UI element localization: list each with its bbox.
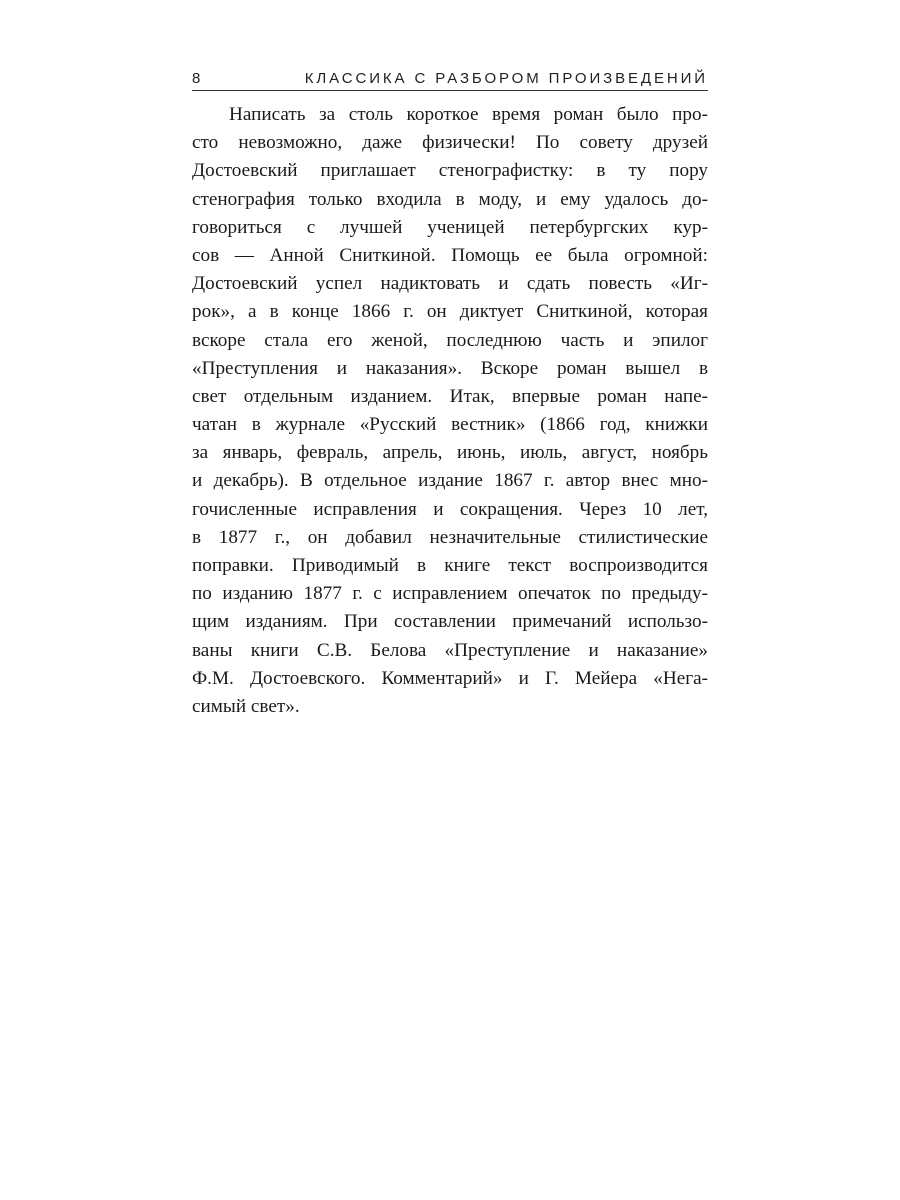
text-line: гочисленные исправления и сокращения. Через 10 лет, bbox=[192, 498, 708, 520]
running-title: КЛАССИКА С РАЗБОРОМ ПРОИЗВЕДЕНИЙ bbox=[304, 70, 708, 87]
text-line: свет отдельным изданием. Итак, впервые роман напе- bbox=[192, 385, 708, 407]
header-rule bbox=[192, 90, 708, 91]
text-line: сто невозможно, даже физически! По совету друзей bbox=[192, 132, 708, 154]
text-line: Написать за столь короткое время роман было про- bbox=[229, 104, 708, 125]
text-line: Достоевский успел надиктовать и сдать повесть «Иг- bbox=[192, 273, 708, 295]
text-line: и декабрь). В отдельное издание 1867 г. автор внес мно- bbox=[192, 470, 708, 492]
text-line: сов — Анной Сниткиной. Помощь ее была огромной: bbox=[192, 244, 708, 266]
text-line: «Преступления и наказания». Вскоре роман вышел в bbox=[192, 357, 708, 379]
text-line: ваны книги С.В. Белова «Преступление и наказание» bbox=[192, 639, 708, 661]
paragraph bbox=[192, 101, 708, 721]
text-line: Достоевский приглашает стенографистку: в ту пору bbox=[192, 160, 708, 182]
text-line: щим изданиям. При составлении примечаний использо- bbox=[192, 611, 708, 633]
page-number: 8 bbox=[192, 70, 201, 87]
text-line: за январь, февраль, апрель, июнь, июль, август, ноябрь bbox=[192, 442, 708, 464]
text-line: стенография только входила в моду, и ему удалось до- bbox=[192, 188, 708, 210]
text-line: поправки. Приводимый в книге текст воспроизводится bbox=[192, 555, 708, 576]
text-line: в 1877 г., он добавил незначительные стилистические bbox=[192, 526, 708, 548]
text-line: Ф.М. Достоевского. Комментарий» и Г. Мейера «Нега- bbox=[192, 667, 708, 689]
text-line: рок», а в конце 1866 г. он диктует Сниткиной, которая bbox=[192, 301, 708, 323]
text-line: симый свет». bbox=[192, 695, 300, 717]
text-line: говориться с лучшей ученицей петербургских кур- bbox=[192, 216, 708, 238]
running-head bbox=[192, 64, 708, 88]
text-line: чатан в журнале «Русский вестник» (1866 год, книжки bbox=[192, 414, 708, 436]
text-line: по изданию 1877 г. с исправлением опечаток по предыду- bbox=[192, 583, 708, 605]
text-line: вскоре стала его женой, последнюю часть и эпилог bbox=[192, 329, 708, 351]
